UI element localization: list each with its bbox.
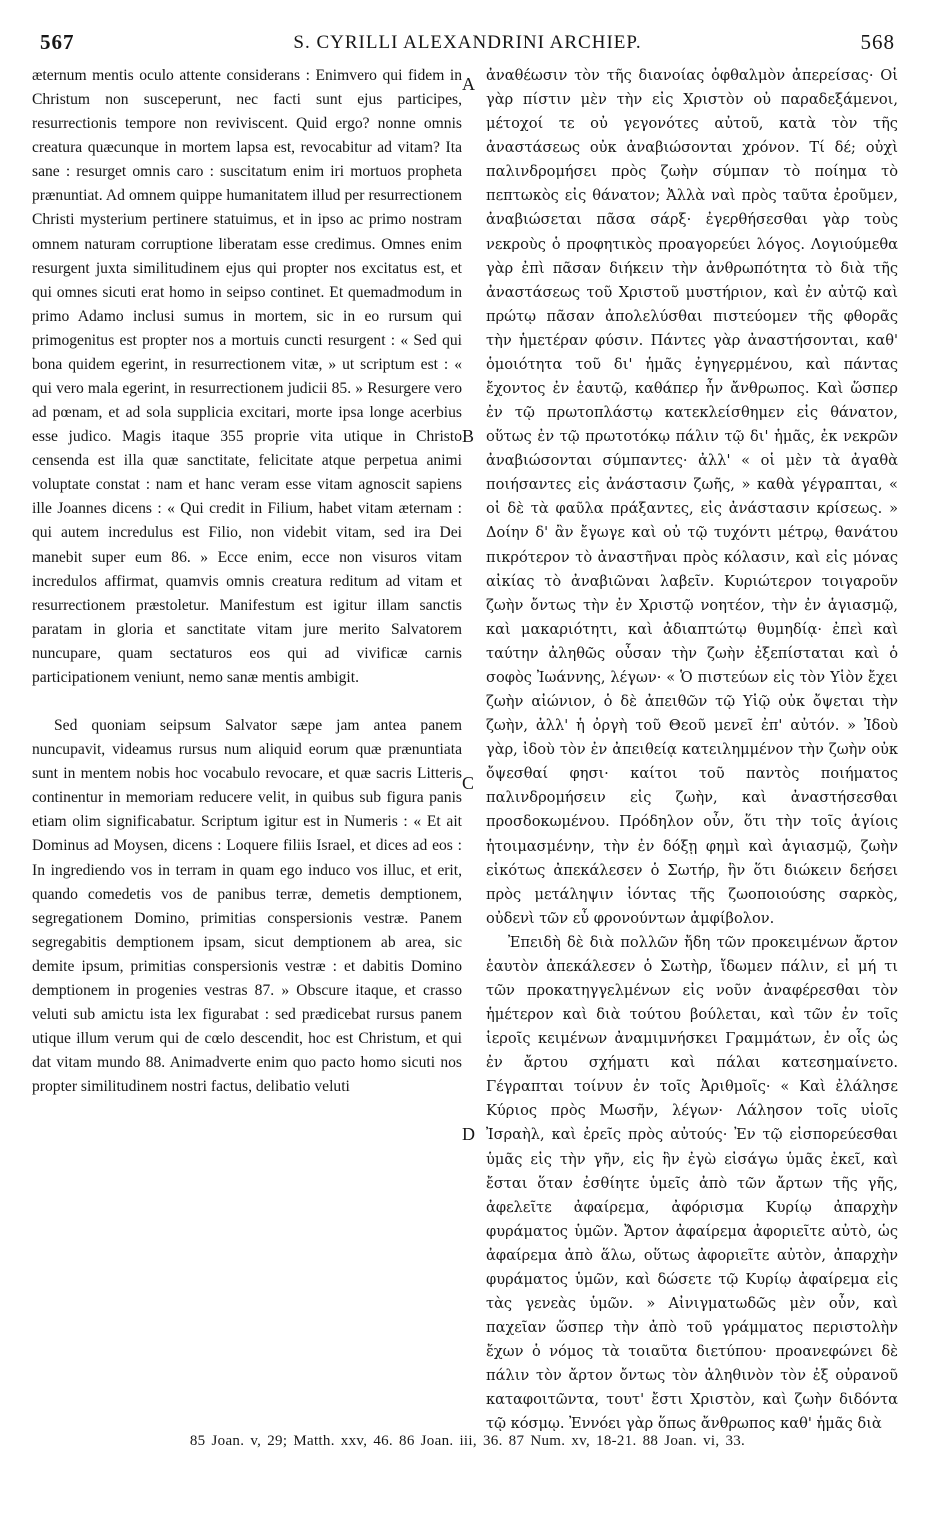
running-header — [40, 30, 895, 60]
latin-paragraph-2: Sed quoniam seipsum Salvator sæpe jam antea panem nuncupavit, videamus rursus num aliquid eorum quæ prænuntiata sunt in mentem nobis hoc vocabulo revocare, et quæ sacris Litteris continentur in memoriam reducere velit, in quibus sub figura panis etiam olim significabatur. Scriptum igitur est in Numeris : « Et ait Dominus ad Moysen, dicens : Loquere filiis Israel, et dices ad eos : In ingrediendo vos in terram in quam ego induco vos illuc, et erit, quando comedetis vos de panibus terræ, demetis demptionem, segregationem Domino, primitias conspersionis vestræ. Panem segregabitis demptionem ipsam, sicut demptionem ab area, sic demite ipsum, primitias conspersionis vestræ : et dabitis Domino demptionem in progenies vestras 87. » Obscure itaque, et crasso veluti sub amictu ista lex figurabat : sed prædicebat rursus panem utique illum verum qui de cœlo descendit, hoc est Christum, et qui dat vitam mundo 88. Animadverte enim quo pacto homo sicuti nos propter similitudinem nostri factus, delibatio veluti — [32, 717, 462, 1096]
margin-marker-c: C — [462, 773, 475, 793]
latin-column — [32, 64, 462, 1099]
latin-paragraph-1: æternum mentis oculo attente considerans : Enimvero qui fidem in Christum non susceperunt, nec facti sunt ejus participes, resurrectionis tempore non reviviscent. Quid ergo? nonne omnis creatura quæcunque in mortem lapsa est, revocabitur ad vitam? Ita sane : resurget omnis caro : suscitatum enim iri mortuos propheta prænuntiat. Ad omnem quippe humanitatem illud per resurrectionem Christi mysterium pertinere statuimus, et in ipso ac primo nostram omnem naturam corruptione liberatam esse credimus. Omnes enim resurgent juxta similitudinem ejus qui propter nos excitatus est, et qui omnes sicuti erat homo in seipso continet. Et quemadmodum in primo Adamo inclusi sumus in mortem, sic in eo rursum qui primogenitus est propter nos a mortuis cuncti resurgent : « Sed qui bona quidem egerint, in resurrectionem vitæ, » ut scriptum est : « qui vero mala egerint, in resurrectionem judicii 85. » Resurgere vero ad pœnam, et ad sola supplicia excitari, morte ipsa longe acerbius esse judico. Magis itaque 355 proprie vita utique in Christo censenda est illa quæ sanctitate, felicitate atque perpetua animi voluptate constat : nam et hanc veram esse vitam agnoscit sapiens ille Joannes dicens : « Qui credit in Filium, habet vitam æternam : qui autem incredulus est Filio, non videbit vitam, sed ira Dei manebit super eum 86. » Ecce enim, ecce non visuros vitam incredulos affirmat, quamvis omnis creatura reditum ad vitam et resurrectionem præstoletur. Manifestum est igitur illam sanctis paratam in gloria et sanctitate vitam jure merito Salvatorem nuncupare, quam sectaturos eos qui ad vivificæ carnis participationem veniunt, nemo sanæ mentis ambigit. — [32, 67, 462, 686]
margin-marker-d: D — [462, 1124, 475, 1144]
margin-marker-b: B — [462, 426, 475, 446]
margin-marker-a: A — [462, 74, 475, 94]
greek-paragraph-1: ἀναθέωσιν τὸν τῆς διανοίας ὀφθαλμὸν ἀπερείσας· Οἱ γὰρ πίστιν μὲν τὴν εἰς Χριστὸν οὐ παραδεξάμενοι, μέτοχοί τε οὐ γεγονότες αὐτοῦ, κατὰ τὸν τῆς ἀναστάσεως οὐκ ἀναβιώσονται χρόνον. Τί δέ; οὐχὶ παλινδρομήσει πρὸς ζωὴν σύμπαν τὸ ποίημα τὸ πεπτωκὸς εἰς θάνατον; Ἀλλὰ ναὶ πρὸς ταῦτα ἐροῦμεν, ἀναβιώσεται πᾶσα σάρξ· ἐγερθήσεσθαι γὰρ τοὺς νεκροὺς ὁ προφητικὸς προαγορεύει λόγος. Λογιούμεθα γὰρ ἐπὶ πᾶσαν διήκειν τὴν ἀνθρωπότητα τὸ διὰ τῆς ἀναστάσεως τοῦ Χριστοῦ μυστήριον, καὶ ἐν αὐτῷ καὶ πρώτῳ πᾶσαν ἀπολελύσθαι πιστεύομεν τῆς φθορᾶς τὴν ἡμετέραν φύσιν. Πάντες γὰρ ἀναστήσονται, καθ' ὁμοιότητα τοῦ δι' ἡμᾶς ἐγηγερμένου, καὶ πάντας ἔχοντος ἐν ἑαυτῷ, καθάπερ ἦν ἄνθρωπος. Καὶ ὥσπερ ἐν τῷ πρωτοπλάστῳ κατεκλείσθημεν εἰς θάνατον, οὕτως ἐν τῷ πρωτοτόκῳ πάλιν τῷ δι' ἡμᾶς, ἐκ νεκρῶν ἀναβιώσονται σύμπαντες· ἀλλ' « οἱ μὲν τὰ ἀγαθὰ ποιήσαντες εἰς ἀνάστασιν ζωῆς, » καθὰ γέγραπται, « οἱ δὲ τὰ φαῦλα πράξαντες, εἰς ἀνάστασιν κρίσεως. » Δοίην δ' ἂν ἔγωγε καὶ οὐ τῷ τυχόντι μέτρῳ, θανάτου πικρότερον τὸ ἀναστῆναι πρὸς κόλασιν, καὶ εἰς μόνας αἰκίας τὸ ἀναβιῶναι λαβεῖν. Κυριώτερον τοιγαροῦν ζωὴν ὄντως τὴν ἐν Χριστῷ νοητέον, τὴν ἐν ἁγιασμῷ, καὶ μακαριότητι, καὶ ἀδιαπτώτῳ θυμηδίᾳ· ἐπεὶ καὶ ταύτην ἀληθῶς οὖσαν τὴν ζωὴν ἐξεπίσταται καὶ ὁ σοφὸς Ἰωάννης, λέγων· « Ὁ πιστεύων εἰς τὸν Υἱὸν ἔχει ζωὴν αἰώνιον, ὁ δὲ ἀπειθῶν τῷ Υἱῷ οὐκ ὄψεται τὴν ζωὴν, ἀλλ' ἡ ὀργὴ τοῦ Θεοῦ μενεῖ ἐπ' αὐτόν. » Ἰδοὺ γὰρ, ἰδοὺ τὸν ἐν ἀπειθείᾳ κατειλημμένον τὴν ζωὴν οὐκ ὄψεσθαί φησι· καίτοι τοῦ παντὸς ποιήματος παλινδρομήσειν εἰς ζωὴν, καὶ ἀναστήσεσθαι προσδοκωμένου. Πρόδηλον οὖν, ὅτι τὴν τοῖς ἁγίοις ἡτοιμασμένην, τὴν ἐν δόξῃ φημὶ καὶ ἁγιασμῷ, ζωὴν εἰκότως ἀπεκάλεσεν ὁ Σωτήρ, ἣν ὅτι διώκειν δεήσει πρὸς μετάληψιν ἰόντας τῆς ζωοποιούσης σαρκὸς, οὐδενὶ τῶν εὖ φρονούντων ἀμφίβολον. — [486, 67, 898, 927]
page-number-right: 568 — [860, 30, 895, 54]
greek-column — [486, 64, 898, 1436]
footnotes: 85 Joan. v, 29; Matth. xxv, 46. 86 Joan. iii, 36. 87 Num. xv, 18-21. 88 Joan. vi, 33. — [189, 1433, 746, 1449]
page-number-left: 567 — [40, 30, 75, 54]
running-title: S. CYRILLI ALEXANDRINI ARCHIEP. — [293, 32, 642, 53]
greek-paragraph-2: Ἐπειδὴ δὲ διὰ πολλῶν ἤδη τῶν προκειμένων ἄρτον ἑαυτὸν ἀπεκάλεσεν ὁ Σωτὴρ, ἴδωμεν πάλιν, εἰ μή τι τῶν προκατηγγελμένων εἰς νοῦν ἀναφέρεσθαι τὸν ἡμέτερον καὶ διὰ τούτου βούλεται, καὶ τῶν ἐν τοῖς ἱεροῖς κειμένων ἀναμιμνήσκει Γραμμάτων, ἐν οἷς ὡς ἐν ἄρτου σχήματι καὶ πάλαι κατεσημαίνετο. Γέγραπται τοίνυν ἐν τοῖς Ἀριθμοῖς· « Καὶ ἐλάλησε Κύριος πρὸς Μωσῆν, λέγων· Λάλησον τοῖς υἱοῖς Ἰσραὴλ, καὶ ἐρεῖς πρὸς αὐτούς· Ἐν τῷ εἰσπορεύεσθαι ὑμᾶς εἰς τὴν γῆν, εἰς ἣν ἐγὼ εἰσάγω ὑμᾶς ἐκεῖ, καὶ ἔσται ὅταν ἐσθίητε ὑμεῖς ἀπὸ τῶν ἄρτων τῆς γῆς, ἀφελεῖτε ἀφαίρεμα, ἀφόρισμα Κυρίῳ ἀπαρχὴν φυράματος ὑμῶν. Ἄρτον ἀφαίρεμα ἀφοριεῖτε αὐτὸ, ὡς ἀφαίρεμα ἀπὸ ἅλω, οὕτως ἀφοριεῖτε αὐτὸν, ἀπαρχὴν φυράματος ὑμῶν, καὶ δώσετε τῷ Κυρίῳ ἀφαίρεμα εἰς τὰς γενεὰς ὑμῶν. » Αἰνιγματωδῶς μὲν οὖν, καὶ παχεῖαν ὥσπερ τὴν ἀπὸ τοῦ γράμματος περιστολὴν ἔχων ὁ νόμος τὰ τοιαῦτα διετύπου· προανεφώνει δὲ πάλιν τὸν ἄρτον ὄντως τὸν ἀληθινὸν τὸν ἐξ οὐρανοῦ καταφοιτῶντα, τουτ' ἔστι Χριστὸν, καὶ ζωὴν διδόντα τῷ κόσμῳ. Ἐννόει γὰρ ὅπως ἄνθρωπος καθ' ἡμᾶς διὰ — [486, 933, 898, 1433]
